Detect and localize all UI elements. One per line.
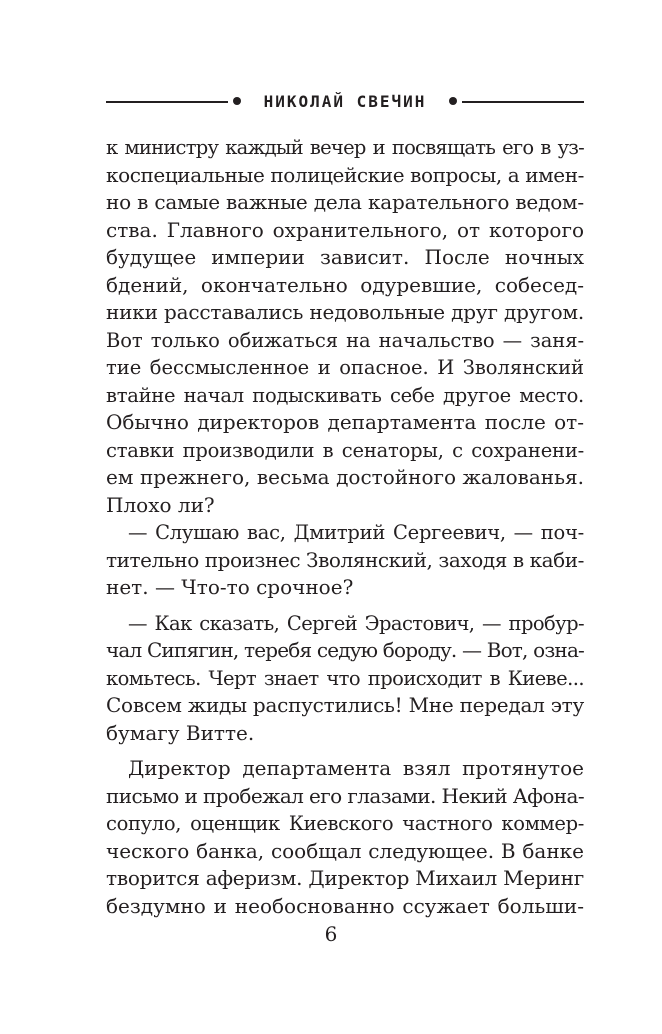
- text-line: к министру каждый вечер и посвящать его в уз-: [106, 136, 584, 159]
- text-line: коспециальные полицейские вопросы, а имен-: [106, 162, 584, 187]
- text-line: нет. — Что-то срочное?: [106, 575, 354, 599]
- body-text: [106, 134, 584, 920]
- text-line: Вот только обижаться на начальство — заня-: [106, 328, 584, 352]
- text-line: комьтесь. Черт знает что происходит в Киеве...: [106, 666, 584, 690]
- text-line: сопуло, оценщик Киевского частного коммер-: [106, 812, 584, 835]
- paragraph-spacer: [106, 747, 584, 755]
- text-line: Плохо ли?: [106, 492, 215, 517]
- text-line: Директор департамента взял протянутое: [128, 756, 584, 780]
- paragraph: [106, 134, 584, 519]
- text-line: ем прежнего, весьма достойного жалованья.: [106, 465, 584, 489]
- text-line: чал Сипягин, теребя седую бороду. — Вот, озна-: [106, 638, 584, 662]
- text-line: ники расставались недовольные друг другом.: [106, 300, 584, 324]
- text-line: ства. Главного охранительного, от которого: [106, 217, 584, 242]
- header-rule-right: [462, 101, 584, 103]
- text-line: бездумно и необоснованно ссужает больши-: [106, 893, 584, 918]
- text-line: — Слушаю вас, Дмитрий Сергеевич, — поч-: [128, 521, 584, 544]
- text-line: втайне начал подыскивать себе другое место.: [106, 383, 584, 407]
- text-line: Совсем жиды распустились! Мне передал эту: [106, 693, 584, 717]
- text-line: ставки производили в сенаторы, с сохранени-: [106, 438, 584, 462]
- paragraph: [106, 610, 584, 748]
- text-line: будущее империи зависит. После ночных: [106, 245, 584, 269]
- text-line: ческого банка, сообщал следующее. В банке: [106, 838, 584, 863]
- text-line: тие бессмысленное и опасное. И Зволянский: [106, 356, 584, 379]
- text-line: но в самые важные дела карательного ведом-: [106, 190, 584, 214]
- header-author-name: НИКОЛАЙ СВЕЧИН: [263, 92, 427, 111]
- header-dot-right-icon: [449, 97, 457, 105]
- running-header: [106, 90, 584, 114]
- text-line: письмо и пробежал его глазами. Некий Афона-: [106, 783, 584, 808]
- text-line: бумагу Витте.: [106, 720, 255, 745]
- text-line: Обычно директоров департамента после от-: [106, 410, 584, 434]
- paragraph: [106, 755, 584, 920]
- page-number: 6: [324, 922, 338, 946]
- paragraph-spacer: [106, 602, 584, 610]
- text-line: бдений, окончательно одуревшие, собесед-: [106, 272, 584, 297]
- paragraph: [106, 519, 584, 602]
- text-line: — Как сказать, Сергей Эрастович, — пробур-: [128, 611, 584, 635]
- text-line: творится аферизм. Директор Михаил Меринг: [106, 866, 584, 890]
- text-line: тительно произнес Зволянский, заходя в каби-: [106, 547, 584, 572]
